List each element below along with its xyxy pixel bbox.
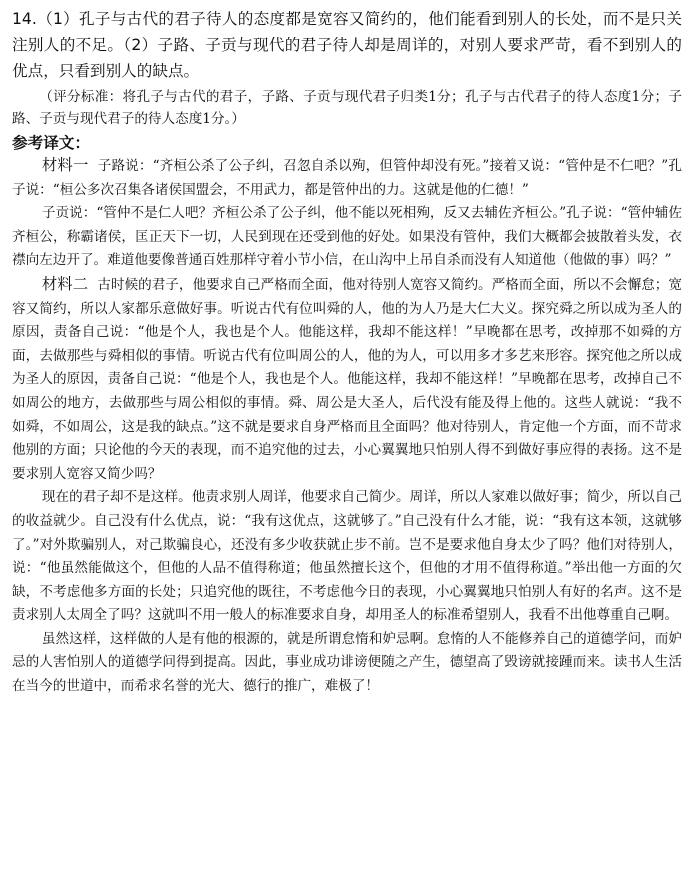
material2-paragraph-3: 虽然这样，这样做的人是有他的根源的，就是所谓怠惰和妒忌啊。怠惰的人不能修养自己的道德学问，而妒忌的人害怕别人的道德学问得到提高。因此，事业成功诽谤便随之产生，德望高了毁谤就接踵而来。读书人生活在当今的世道中，而希求名誉的光大、德行的推广，难极了！ [12, 630, 682, 695]
material2-label: 材料二 [41, 274, 89, 293]
question-14-answer: 14.（1）孔子与古代的君子待人的态度都是宽容又简约的，他们能看到别人的长处，而不是只关注别人的不足。（2）子路、子贡与现代的君子待人却是周详的，对别人要求严苛，看不到别人的优点，只看到别人的缺点。 [12, 10, 682, 80]
material2-paragraph-2: 现在的君子却不是这样。他责求别人周详，他要求自己简少。周详，所以人家难以做好事；简少，所以自己的收益就少。自己没有什么优点，说：“我有这优点，这就够了。”自己没有什么才能，说：“我有这本领，这就够了。”对外欺骗别人，对己欺骗良心，还没有多少收获就止步不前。岂不是要求他自身太少了吗？他们对待别人，说：“他虽然能做这个，但他的人品不值得称道；他虽然擅长这个，但他的才用不值得称道。”举出他一方面的欠缺，不考虑他多方面的长处；只追究他的既往，不考虑他今日的表现，小心翼翼地只怕别人有好的名声。这不是责求别人太周全了吗？这就叫不用一般人的标准要求自身，却用圣人的标准希望别人，我看不出他尊重自己啊。 [12, 489, 682, 624]
material2-paragraph-1 [12, 273, 682, 486]
translation-heading: 参考译文： [12, 134, 90, 152]
material2-p1-text: 古时候的君子，他要求自己严格而全面，他对待别人宽容又简约。严格而全面，所以不会懈怠；宽容又简约，所以人家都乐意做好事。听说古代有位叫舜的人，他的为人乃是大仁大义。探究舜之所以成为圣人的原因，责备自己说：“他是个人，我也是个人。他能这样，我却不能这样！”早晚都在思考，改掉那不如舜的方面，去做那些与舜相似的事情。听说古代有位叫周公的人，他的为人，可以用多才多艺来形容。探究他之所以成为圣人的原因，责备自己说：“他是个人，我也是个人。他能这样，我却不能这样！”早晚都在思考，改掉自己不如周公的地方，去做那些与周公相似的事情。舜、周公是大圣人，后代没有能及得上他的。这些人就说：“我不如舜，不如周公，这是我的缺点。”这不就是要求自身严格而且全面吗？他对待别人，肯定他一个方面，而不苛求他别的方面；只论他的今天的表现，而不追究他的过去，小心翼翼地只怕别人得不到做好事应得的表扬。这不是要求别人宽容又简少吗？ [12, 276, 682, 482]
scoring-note: （评分标准：将孔子与古代的君子，子路、子贡与现代君子归类1分；孔子与古代君子的待人态度1分；子路、子贡与现代君子的待人态度1分。） [12, 89, 682, 127]
material1-paragraph-1 [12, 154, 682, 202]
material1-p1-text: 子路说：“齐桓公杀了公子纠，召忽自杀以殉，但管仲却没有死。”接着又说：“管仲是不仁吧？”孔子说：“桓公多次召集各诸侯国盟会，不用武力，都是管仲出的力。这就是他的仁德！” [12, 158, 682, 198]
material1-paragraph-2: 子贡说：“管仲不是仁人吧？齐桓公杀了公子纠，他不能以死相殉，反又去辅佐齐桓公。”孔子说：“管仲辅佐齐桓公，称霸诸侯，匡正天下一切，人民到现在还受到他的好处。如果没有管仲，我们大概都会披散着头发，衣襟向左边开了。难道他要像普通百姓那样守着小节小信，在山沟中上吊自杀而没有人知道他（他做的事）吗？” [12, 205, 682, 269]
material1-label: 材料一 [41, 156, 89, 174]
